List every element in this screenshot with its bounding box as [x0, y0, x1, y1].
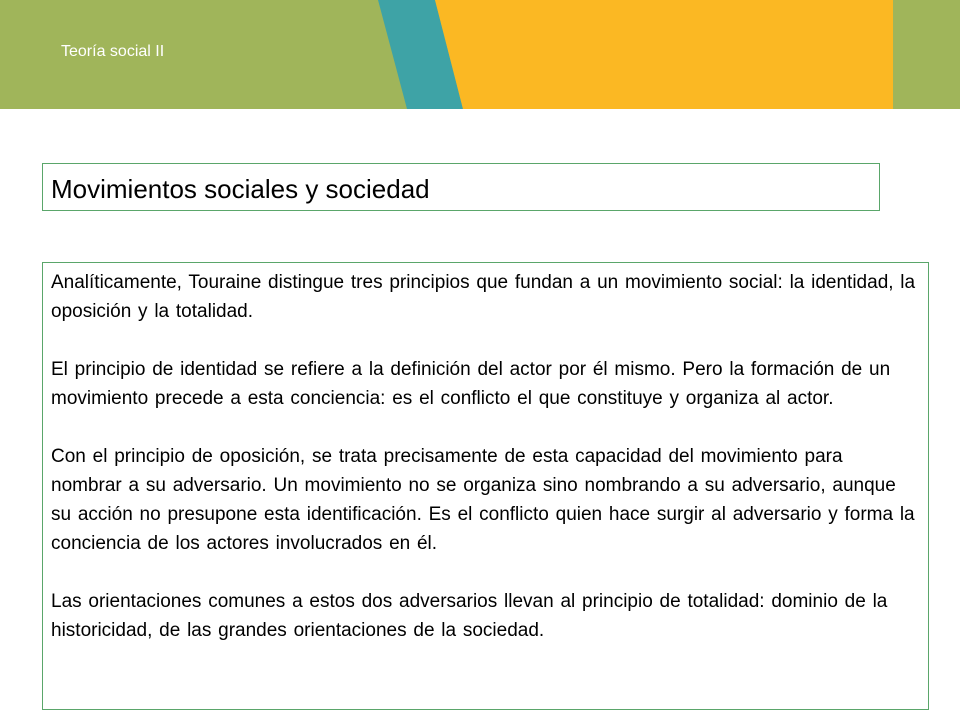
- slide-title: Movimientos sociales y sociedad: [51, 174, 430, 204]
- slide-body: [42, 262, 929, 710]
- paragraph-opposition: Con el principio de oposición, se trata precisamente de esta capacidad del movimiento para nombrar a su adversario. Un movimiento no se organiza sino nombrando a su adversario, aunque su acción no presupone esta identificación. Es el conflicto quien hace surgir al adversario y forma la conciencia de los actores involucrados en él.: [51, 446, 915, 554]
- course-title: Teoría social II: [61, 43, 165, 60]
- banner-yellow-block: [435, 0, 893, 109]
- paragraph-identity: El principio de identidad se refiere a la definición del actor por él mismo. Pero la formación de un movimiento precede a esta conciencia: es el conflicto el que constituye y organiza al actor.: [51, 359, 891, 409]
- paragraph-intro: Analíticamente, Touraine distingue tres principios que fundan a un movimiento social: la identidad, la oposición y la totalidad.: [51, 272, 916, 322]
- header-banner: [0, 0, 960, 109]
- paragraph-totality: Las orientaciones comunes a estos dos adversarios llevan al principio de totalidad: dominio de la historicidad, de las grandes orientaciones de la sociedad.: [51, 591, 888, 641]
- slide-title-box: [42, 163, 880, 211]
